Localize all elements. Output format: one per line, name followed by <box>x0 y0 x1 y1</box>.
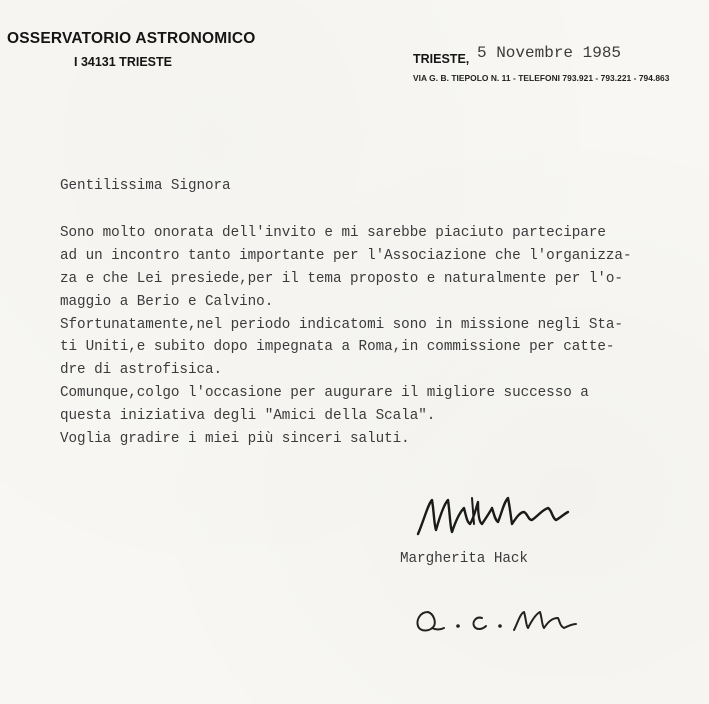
sender-name: Margherita Hack <box>400 551 528 567</box>
body-line: dre di astrofisica. <box>60 362 223 379</box>
letterhead-institution: OSSERVATORIO ASTRONOMICO <box>7 30 256 47</box>
handwritten-signature <box>412 490 572 542</box>
body-line: Sfortunatamente,nel periodo indicatomi sono in missione negli Sta- <box>60 316 623 333</box>
letterhead-place: TRIESTE, <box>413 52 470 66</box>
body-line: ad un incontro tanto importante per l'Associazione che l'organizza- <box>60 247 632 264</box>
body-line: questa iniziativa degli "Amici della Scala". <box>60 408 436 425</box>
handwritten-initials <box>410 598 582 638</box>
body-line: ti Uniti,e subito dopo impegnata a Roma,in commissione per catte- <box>60 339 615 356</box>
body-line: Comunque,colgo l'occasione per augurare il migliore successo a <box>60 385 589 402</box>
letter-date: 5 Novembre 1985 <box>477 44 622 62</box>
letterhead-address: VIA G. B. TIEPOLO N. 11 - TELEFONI 793.921 - 793.221 - 794.863 <box>413 73 670 83</box>
letterhead-postal-city: I 34131 TRIESTE <box>74 55 172 69</box>
body-line: Sono molto onorata dell'invito e mi sarebbe piaciuto partecipare <box>60 225 606 241</box>
body-line: Voglia gradire i miei più sinceri saluti. <box>60 431 410 448</box>
body-line: maggio a Berio e Calvino. <box>60 293 274 310</box>
body-line: za e che Lei presiede,per il tema proposto e naturalmente per l'o- <box>60 270 623 287</box>
letter-body <box>60 222 631 451</box>
letter-salutation: Gentilissima Signora <box>60 178 231 194</box>
